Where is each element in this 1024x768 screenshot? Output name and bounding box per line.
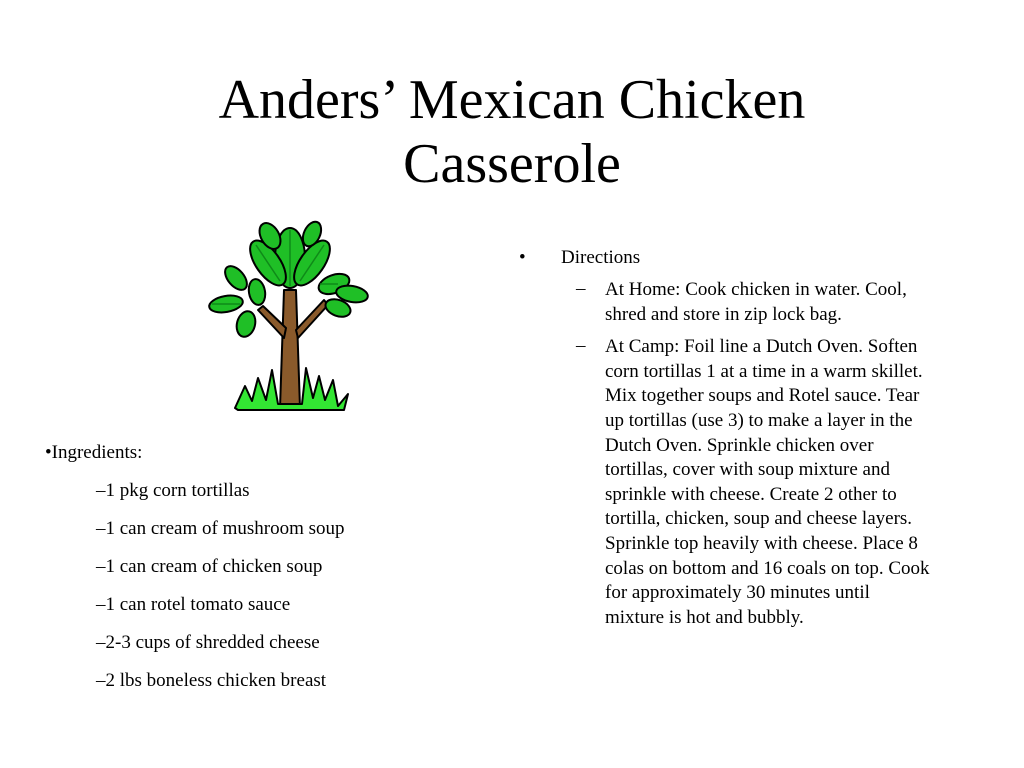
ingredient-item: –1 pkg corn tortillas	[96, 480, 250, 501]
direction-step	[519, 278, 939, 327]
tree-clipart-image	[200, 218, 375, 413]
direction-step	[519, 335, 939, 630]
directions-heading-row	[519, 246, 939, 270]
dash-marker: –	[576, 278, 586, 299]
ingredient-item: –2 lbs boneless chicken breast	[96, 670, 327, 691]
bullet-marker: •	[519, 247, 526, 268]
ingredient-item: –1 can cream of mushroom soup	[96, 518, 345, 539]
directions-heading: Directions	[561, 247, 641, 268]
dash-marker: –	[576, 335, 586, 357]
ingredients-list	[45, 479, 345, 693]
ingredient-item: –1 can rotel tomato sauce	[96, 594, 291, 615]
direction-step-text: At Camp: Foil line a Dutch Oven. Soften corn tortillas 1 at a time in a warm skillet. Mix together soups and Rotel sauce. Tear up tortillas (use 3) to make a layer in the Dutch Oven. Sprinkle chicken over tortillas, cover with soup mixture and sprinkle with cheese. Create 2 other to tortilla, chicken, soup and cheese layers. Sprinkle top heavily with cheese. Place 8 colas on bottom and 16 coals on top. Cook for approximately 30 minutes until mixture is hot and bubbly.	[605, 336, 930, 628]
ingredients-section	[45, 441, 345, 693]
ingredients-heading: •Ingredients:	[45, 442, 143, 463]
title-line-2: Casserole	[403, 133, 621, 195]
directions-section	[519, 246, 939, 630]
ingredient-item: –1 can cream of chicken soup	[96, 556, 323, 577]
title-line-1: Anders’ Mexican Chicken	[218, 69, 806, 131]
direction-step-text: At Home: Cook chicken in water. Cool, shred and store in zip lock bag.	[605, 279, 907, 325]
slide-title	[0, 68, 1024, 196]
ingredient-item: –2-3 cups of shredded cheese	[96, 632, 320, 653]
